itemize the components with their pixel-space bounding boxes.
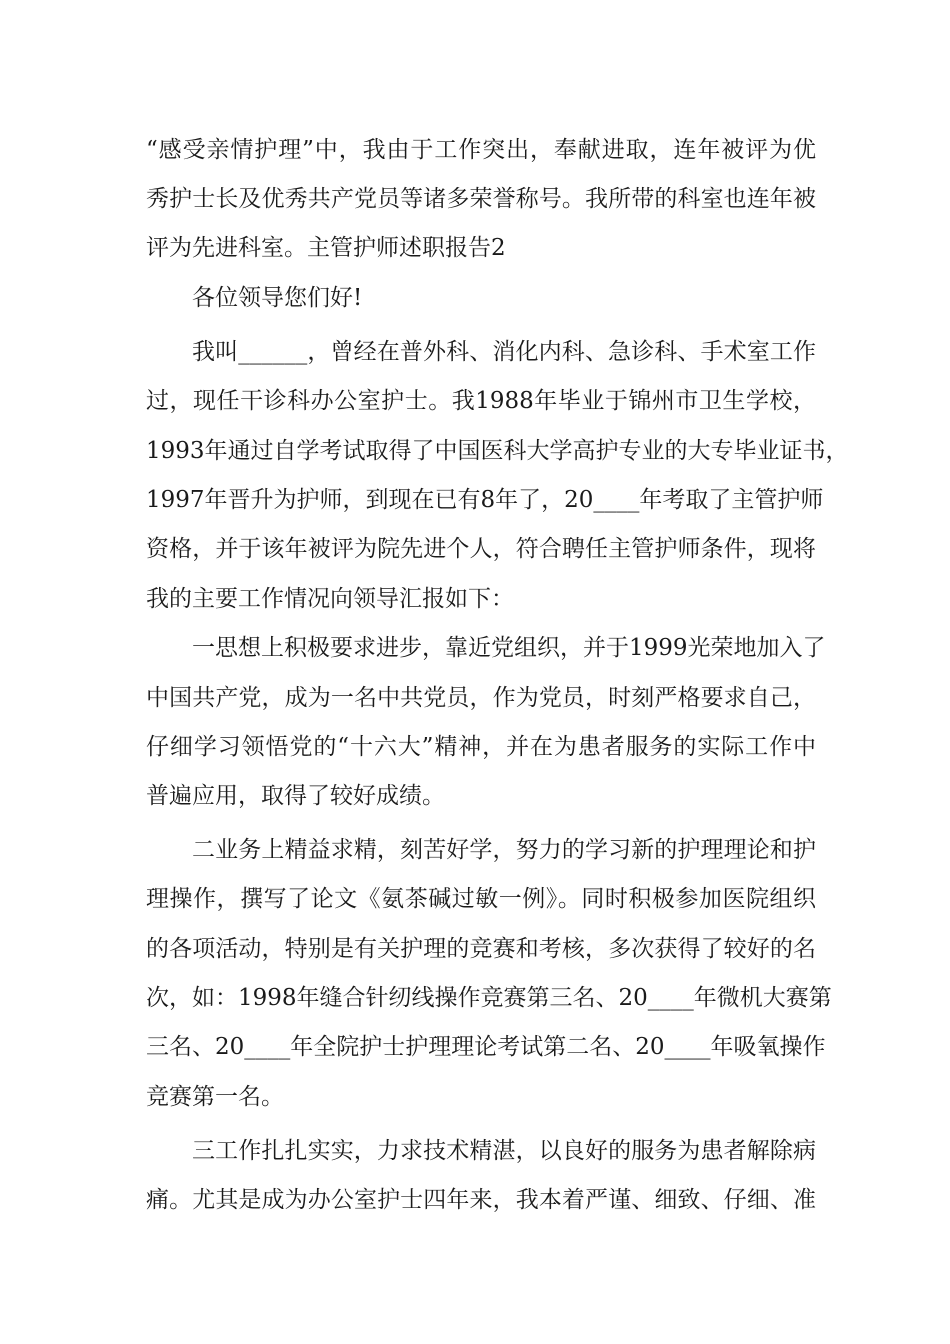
text-line: 我的主要工作情况向领导汇报如下： — [146, 586, 514, 612]
text-line: 秀护士长及优秀共产党员等诸多荣誉称号。我所带的科室也连年被 — [146, 186, 816, 212]
text-line: 1997年晋升为护师，到现在已有8年了，20____年考取了主管护师 — [146, 487, 824, 513]
text-line: 中国共产党，成为一名中共党员，作为党员，时刻严格要求自己， — [146, 685, 816, 711]
paragraph-start-line: 一思想上积极要求进步，靠近党组织，并于1999光荣地加入了 — [192, 635, 826, 661]
paragraph-start-line: 三工作扎扎实实，力求技术精湛，以良好的服务为患者解除病 — [192, 1138, 816, 1164]
text-line: 过，现任干诊科办公室护士。我1988年毕业于锦州市卫生学校， — [146, 388, 816, 414]
text-line: 的各项活动，特别是有关护理的竞赛和考核，多次获得了较好的名 — [146, 936, 816, 962]
paragraph-start-line: 各位领导您们好! — [192, 285, 363, 311]
text-line: 评为先进科室。主管护师述职报告2 — [146, 235, 506, 261]
paragraph-start-line: 二业务上精益求精，刻苦好学，努力的学习新的护理理论和护 — [192, 837, 816, 863]
text-line: 1993年通过自学考试取得了中国医科大学高护专业的大专毕业证书， — [146, 438, 849, 464]
text-line: 痛。尤其是成为办公室护士四年来，我本着严谨、细致、仔细、准 — [146, 1187, 816, 1213]
text-line: 普遍应用，取得了较好成绩。 — [146, 783, 445, 809]
text-line: 三名、20____年全院护士护理理论考试第二名、20____年吸氧操作 — [146, 1034, 826, 1060]
text-line: 理操作，撰写了论文《氨茶碱过敏一例》。同时积极参加医院组织 — [146, 886, 816, 912]
paragraph-start-line: 我叫______，曾经在普外科、消化内科、急诊科、手术室工作 — [192, 339, 816, 365]
text-line: “感受亲情护理”中，我由于工作突出，奉献进取，连年被评为优 — [146, 137, 816, 163]
text-line: 竞赛第一名。 — [146, 1084, 284, 1110]
text-line: 资格，并于该年被评为院先进个人，符合聘任主管护师条件，现将 — [146, 536, 816, 562]
text-line: 仔细学习领悟党的“十六大”精神，并在为患者服务的实际工作中 — [146, 734, 816, 760]
text-line: 次，如：1998年缝合针纫线操作竞赛第三名、20____年微机大赛第 — [146, 985, 832, 1011]
